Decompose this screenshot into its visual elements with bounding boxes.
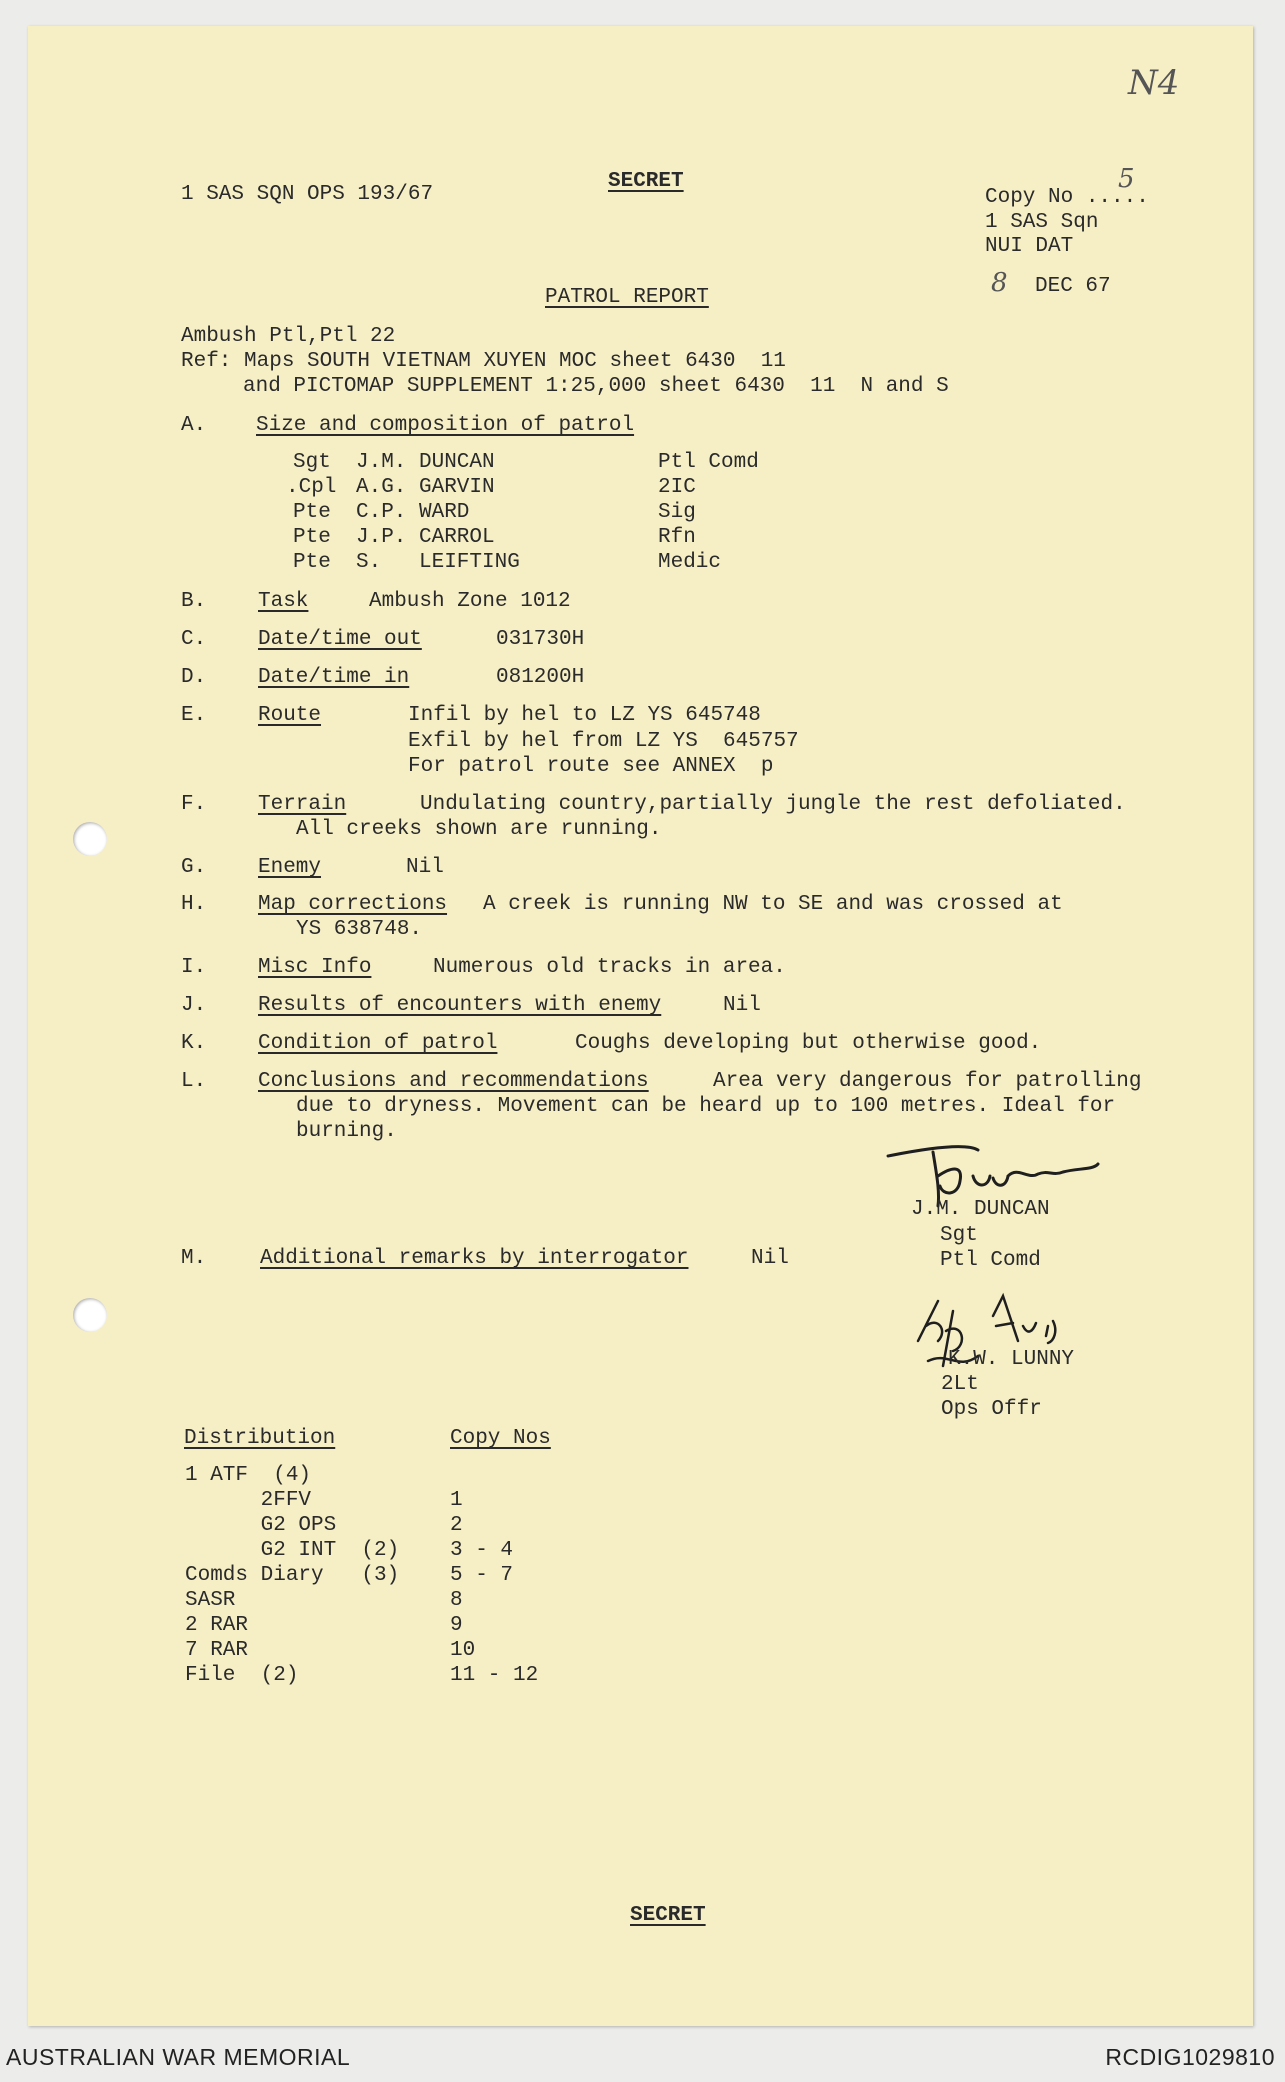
- member-role: Rfn: [658, 526, 696, 549]
- distribution-label: 1 ATF (4): [185, 1464, 312, 1487]
- punch-hole-bottom: [73, 1298, 107, 1332]
- distribution-heading: Distribution: [184, 1427, 336, 1450]
- member-role: Sig: [658, 501, 696, 524]
- distribution-label: G2 INT (2): [185, 1539, 400, 1562]
- section-j-text: Nil: [723, 994, 761, 1017]
- section-l-line2: due to dryness. Movement can be heard up to 100 metres. Ideal for: [296, 1095, 1116, 1118]
- section-h-line2: YS 638748.: [296, 918, 423, 941]
- section-c-heading: Date/time out: [258, 628, 422, 651]
- section-f-heading: Terrain: [258, 793, 347, 816]
- member-rank: .Cpl: [286, 476, 337, 499]
- section-l-line3: burning.: [296, 1120, 397, 1143]
- map-reference-line2: and PICTOMAP SUPPLEMENT 1:25,000 sheet 6430 11 N and S: [243, 375, 949, 398]
- section-g-heading: Enemy: [258, 856, 322, 879]
- section-g-text: Nil: [406, 856, 444, 879]
- member-role: Medic: [658, 551, 722, 574]
- distribution-label: 2FFV: [185, 1489, 312, 1512]
- distribution-label: 7 RAR: [185, 1639, 249, 1662]
- section-e-heading: Route: [258, 704, 322, 727]
- member-initials: A.G.: [356, 476, 407, 499]
- distribution-copies: 10: [450, 1639, 476, 1662]
- section-b-letter: B.: [181, 590, 207, 613]
- classification-bottom: SECRET: [630, 1904, 706, 1927]
- section-m-letter: M.: [181, 1247, 207, 1270]
- section-i-heading: Misc Info: [258, 956, 372, 979]
- section-d-heading: Date/time in: [258, 666, 410, 689]
- section-k-heading: Condition of patrol: [258, 1032, 498, 1055]
- section-e-line2: Exfil by hel from LZ YS 645757: [408, 730, 799, 753]
- section-k-letter: K.: [181, 1032, 207, 1055]
- section-i-text: Numerous old tracks in area.: [433, 956, 786, 979]
- section-g-letter: G.: [181, 856, 207, 879]
- member-name: LEIFTING: [419, 551, 520, 574]
- unit-location: NUI DAT: [985, 235, 1074, 258]
- section-c-letter: C.: [181, 628, 207, 651]
- section-l-letter: L.: [181, 1070, 207, 1093]
- section-i-letter: I.: [181, 956, 207, 979]
- handwritten-ref: N4: [1128, 63, 1180, 103]
- section-b-text: Ambush Zone 1012: [369, 590, 571, 613]
- section-f-line1: Undulating country,partially jungle the rest defoliated.: [420, 793, 1126, 816]
- distribution-copies: 8: [450, 1589, 463, 1612]
- distribution-copies: 2: [450, 1514, 463, 1537]
- report-date: DEC 67: [1035, 275, 1111, 298]
- section-c-text: 031730H: [496, 628, 585, 651]
- distribution-label: File (2): [185, 1664, 299, 1687]
- member-name: GARVIN: [419, 476, 495, 499]
- distribution-label: 2 RAR: [185, 1614, 249, 1637]
- section-l-line1: Area very dangerous for patrolling: [713, 1070, 1142, 1093]
- patrol-name: Ambush Ptl,Ptl 22: [181, 325, 396, 348]
- punch-hole-top: [73, 822, 107, 856]
- section-f-line2: All creeks shown are running.: [296, 818, 662, 841]
- distribution-copies: 9: [450, 1614, 463, 1637]
- distribution-label: SASR: [185, 1589, 236, 1612]
- section-j-letter: J.: [181, 994, 207, 1017]
- signatory-2-rank: 2Lt: [941, 1373, 979, 1396]
- section-h-letter: H.: [181, 893, 207, 916]
- footer-source: AUSTRALIAN WAR MEMORIAL: [6, 2044, 351, 2070]
- section-h-line1: A creek is running NW to SE and was crossed at: [483, 893, 1063, 916]
- distribution-label: Comds Diary (3): [185, 1564, 400, 1587]
- section-f-letter: F.: [181, 793, 207, 816]
- section-m-text: Nil: [751, 1247, 789, 1270]
- member-initials: J.M.: [356, 451, 407, 474]
- member-initials: S.: [356, 551, 382, 574]
- member-initials: C.P.: [356, 501, 407, 524]
- section-a-letter: A.: [181, 414, 207, 437]
- report-title: PATROL REPORT: [545, 286, 709, 309]
- map-reference-line1: Ref: Maps SOUTH VIETNAM XUYEN MOC sheet 6430 11: [181, 350, 786, 373]
- copy-number-label: Copy No .....: [985, 186, 1149, 209]
- member-initials: J.P.: [356, 526, 407, 549]
- section-e-line1: Infil by hel to LZ YS 645748: [408, 704, 761, 727]
- distribution-label: G2 OPS: [185, 1514, 337, 1537]
- member-rank: Pte: [293, 526, 331, 549]
- member-name: DUNCAN: [419, 451, 495, 474]
- copy-numbers-heading: Copy Nos: [450, 1427, 551, 1450]
- signatory-2-role: Ops Offr: [941, 1398, 1042, 1421]
- section-h-heading: Map corrections: [258, 893, 448, 916]
- classification-top: SECRET: [608, 170, 684, 193]
- section-m-heading: Additional remarks by interrogator: [260, 1247, 689, 1270]
- distribution-copies: 11 - 12: [450, 1664, 539, 1687]
- signatory-1-rank: Sgt: [940, 1224, 978, 1247]
- section-k-text: Coughs developing but otherwise good.: [575, 1032, 1042, 1055]
- member-role: 2IC: [658, 476, 696, 499]
- member-rank: Pte: [293, 501, 331, 524]
- section-b-heading: Task: [258, 590, 309, 613]
- section-e-line3: For patrol route see ANNEX p: [408, 755, 774, 778]
- signatory-1-role: Ptl Comd: [940, 1249, 1041, 1272]
- footer-identifier: RCDIG1029810: [1105, 2044, 1275, 2070]
- distribution-copies: 1: [450, 1489, 463, 1512]
- section-d-text: 081200H: [496, 666, 585, 689]
- document-reference: 1 SAS SQN OPS 193/67: [181, 183, 434, 206]
- document-page: [28, 26, 1253, 2026]
- section-l-heading: Conclusions and recommendations: [258, 1070, 649, 1093]
- distribution-copies: 5 - 7: [450, 1564, 514, 1587]
- distribution-copies: 3 - 4: [450, 1539, 514, 1562]
- member-name: WARD: [419, 501, 470, 524]
- member-name: CARROL: [419, 526, 495, 549]
- member-role: Ptl Comd: [658, 451, 759, 474]
- section-d-letter: D.: [181, 666, 207, 689]
- section-a-heading: Size and composition of patrol: [256, 414, 635, 437]
- signatory-2-name: K.W. LUNNY: [948, 1348, 1075, 1371]
- section-e-letter: E.: [181, 704, 207, 727]
- unit-name: 1 SAS Sqn: [985, 211, 1099, 234]
- section-j-heading: Results of encounters with enemy: [258, 994, 662, 1017]
- date-day-handwritten: 8: [991, 268, 1008, 298]
- copy-number-value: 5: [1118, 164, 1135, 194]
- signatory-1-name: J.M. DUNCAN: [911, 1198, 1050, 1221]
- member-rank: Pte: [293, 551, 331, 574]
- member-rank: Sgt: [293, 451, 331, 474]
